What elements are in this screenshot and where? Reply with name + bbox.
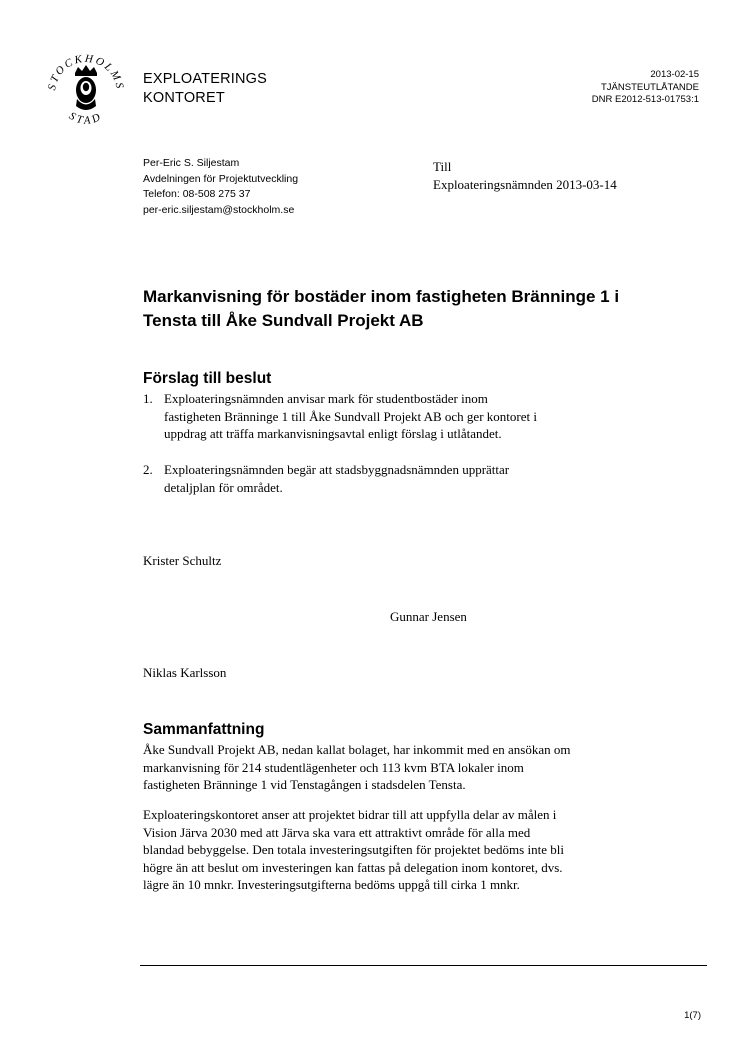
recipient-block xyxy=(433,158,617,194)
stockholm-seal-logo xyxy=(38,46,134,136)
org-line-2: KONTORET xyxy=(143,90,225,106)
page-number: 1(7) xyxy=(684,1010,701,1021)
proposal-item xyxy=(143,461,663,496)
sender-email: per-eric.siljestam@stockholm.se xyxy=(143,203,295,216)
proposal-item-number: 1. xyxy=(143,391,153,406)
sender-name: Per-Eric S. Siljestam xyxy=(143,157,240,169)
signature-name: Krister Schultz xyxy=(143,553,222,568)
proposal-item xyxy=(143,390,663,443)
organization-name xyxy=(143,70,267,108)
proposal-item-number: 2. xyxy=(143,462,153,477)
footer-divider xyxy=(140,965,707,966)
svg-text:• STOCKHOLMS •: STOCKHOLMS xyxy=(46,52,126,92)
svg-text:STAD: STAD xyxy=(66,109,106,127)
signature-name: Gunnar Jensen xyxy=(390,609,467,624)
document-type: TJÄNSTEUTLÅTANDE xyxy=(600,81,699,93)
recipient-line-2: Exploateringsnämnden 2013-03-14 xyxy=(433,177,617,192)
summary-heading: Sammanfattning xyxy=(143,721,265,738)
document-date: 2013-02-15 xyxy=(650,69,699,80)
document-title: Markanvisning för bostäder inom fastigheten Bränninge 1 i Tensta till Åke Sundvall Projekt AB xyxy=(143,287,620,330)
sender-phone: Telefon: 08-508 275 37 xyxy=(143,188,251,200)
proposal-item-text: Exploateringsnämnden anvisar mark för studentbostäder inom fastigheten Bränninge 1 till Åke Sundvall Projekt AB och ger kontoret i uppdrag att träffa markanvisningsavtal enligt förslag i utlåtandet. xyxy=(164,391,537,441)
document-dnr: DNR E2012-513-01753:1 xyxy=(591,94,699,105)
org-line-1: EXPLOATERINGS xyxy=(143,71,268,87)
sender-block xyxy=(143,156,298,218)
document-meta xyxy=(592,69,699,107)
sender-unit: Avdelningen för Projektutveckling xyxy=(143,172,299,185)
recipient-line-1: Till xyxy=(433,159,452,174)
summary-paragraph: Åke Sundvall Projekt AB, nedan kallat bolaget, har inkommit med en ansökan om markanvisning för 214 studentlägenheter och 113 kvm BTA lokaler inom fastigheten Bränninge 1 vid Tenstagången i stadsdelen Tensta. xyxy=(143,742,571,792)
summary-paragraph: Exploateringskontoret anser att projektet bidrar till att uppfylla delar av målen i Vision Järva 2030 med att Järva ska vara ett attraktivt område för alla med blandad bebyggelse. Den totala investeringsutgiften för projektet bedöms inte bli högre än att beslut om investeringen kan fattas på delegation inom kontoret, dvs. lägre än 10 mnkr. Investeringsutgifterna bedöms uppgå till cirka 1 mnkr. xyxy=(143,807,564,892)
proposal-heading: Förslag till beslut xyxy=(143,370,272,387)
signature-name: Niklas Karlsson xyxy=(143,665,227,680)
proposal-item-text: Exploateringsnämnden begär att stadsbyggnadsnämnden upprättar detaljplan för området. xyxy=(164,462,510,495)
